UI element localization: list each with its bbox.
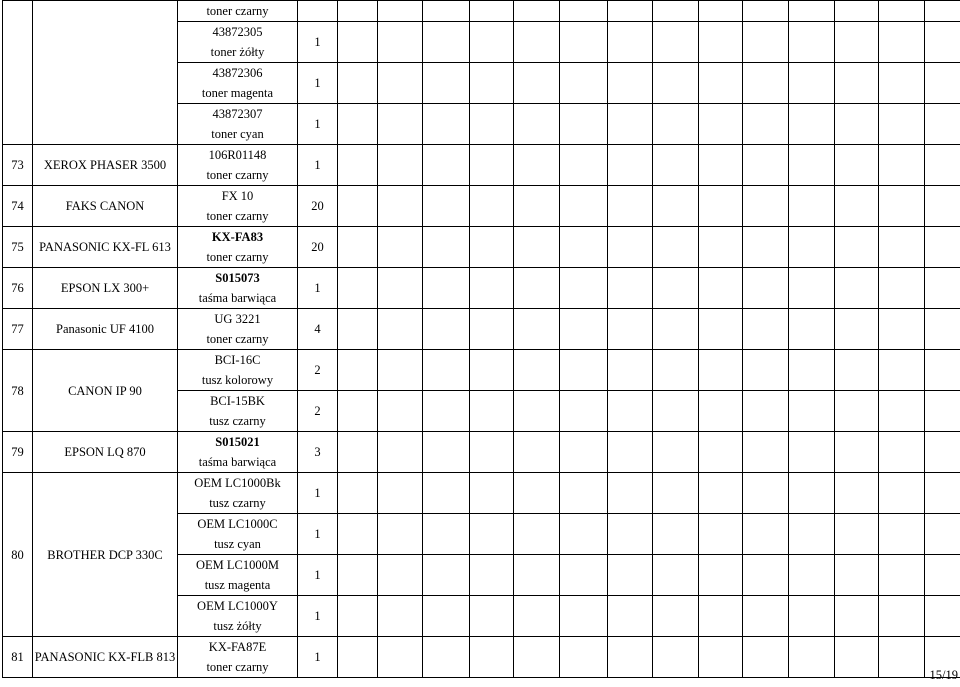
device-name: FAKS CANON (33, 186, 178, 227)
product-code: BCI-16C (214, 353, 261, 367)
device-name: EPSON LQ 870 (33, 432, 178, 473)
product-cell (178, 227, 298, 268)
quantity: 3 (298, 432, 338, 473)
table-row (3, 1, 960, 22)
row-number: 76 (3, 268, 33, 309)
table-row (3, 432, 960, 473)
row-number: 79 (3, 432, 33, 473)
quantity: 1 (298, 514, 338, 555)
table-row (3, 227, 960, 268)
table-row (3, 186, 960, 227)
product-cell (178, 145, 298, 186)
page-number: 15/19 (929, 668, 958, 682)
product-type: toner czarny (206, 209, 269, 223)
device-name (33, 1, 178, 145)
product-type: toner czarny (206, 4, 269, 18)
device-name: EPSON LX 300+ (33, 268, 178, 309)
table-row (3, 309, 960, 350)
row-number: 77 (3, 309, 33, 350)
row-number: 75 (3, 227, 33, 268)
product-type: tusz czarny (209, 496, 266, 510)
table-row (3, 350, 960, 391)
device-name: CANON IP 90 (33, 350, 178, 432)
product-type: tusz czarny (209, 414, 266, 428)
supplies-table (2, 0, 960, 678)
product-type: toner czarny (206, 168, 269, 182)
product-code: OEM LC1000M (196, 558, 279, 572)
row-number: 78 (3, 350, 33, 432)
product-cell (178, 473, 298, 514)
product-cell (178, 104, 298, 145)
quantity: 1 (298, 637, 338, 678)
quantity: 1 (298, 104, 338, 145)
quantity: 20 (298, 227, 338, 268)
quantity: 1 (298, 268, 338, 309)
product-code: 106R01148 (208, 148, 267, 162)
product-type: toner magenta (201, 86, 274, 100)
product-type: toner czarny (206, 250, 269, 264)
quantity: 1 (298, 63, 338, 104)
product-cell (178, 596, 298, 637)
table-row (3, 268, 960, 309)
product-cell (178, 1, 298, 22)
device-name: PANASONIC KX-FLB 813 (33, 637, 178, 678)
product-code: KX-FA83 (211, 230, 264, 244)
product-code: S015073 (215, 271, 260, 285)
quantity: 4 (298, 309, 338, 350)
product-code: OEM LC1000C (197, 517, 278, 531)
product-cell (178, 555, 298, 596)
product-cell (178, 268, 298, 309)
product-cell (178, 432, 298, 473)
product-code: KX-FA87E (208, 640, 267, 654)
quantity (298, 1, 338, 22)
product-code: BCI-15BK (210, 394, 265, 408)
quantity: 1 (298, 555, 338, 596)
product-type: tusz żółty (213, 619, 262, 633)
product-type: toner cyan (211, 127, 264, 141)
product-type: taśma barwiąca (198, 291, 277, 305)
device-name: Panasonic UF 4100 (33, 309, 178, 350)
table-row (3, 473, 960, 514)
row-number: 74 (3, 186, 33, 227)
product-type: tusz magenta (204, 578, 271, 592)
product-code: 43872305 (212, 25, 263, 39)
product-type: toner czarny (206, 332, 269, 346)
device-name: XEROX PHASER 3500 (33, 145, 178, 186)
quantity: 1 (298, 596, 338, 637)
product-type: tusz cyan (214, 537, 261, 551)
product-code: OEM LC1000Bk (194, 476, 281, 490)
row-number: 80 (3, 473, 33, 637)
table-row (3, 145, 960, 186)
table-row (3, 637, 960, 678)
product-code: FX 10 (221, 189, 254, 203)
device-name: PANASONIC KX-FL 613 (33, 227, 178, 268)
product-cell (178, 186, 298, 227)
product-type: toner żółty (210, 45, 265, 59)
product-cell (178, 514, 298, 555)
product-cell (178, 63, 298, 104)
row-number: 73 (3, 145, 33, 186)
quantity: 2 (298, 350, 338, 391)
product-cell (178, 350, 298, 391)
product-code: OEM LC1000Y (197, 599, 278, 613)
product-cell (178, 391, 298, 432)
product-code: 43872306 (212, 66, 263, 80)
product-type: taśma barwiąca (198, 455, 277, 469)
product-cell (178, 22, 298, 63)
product-type: toner czarny (206, 660, 269, 674)
product-cell (178, 637, 298, 678)
device-name: BROTHER DCP 330C (33, 473, 178, 637)
product-code: UG 3221 (214, 312, 261, 326)
product-code: S015021 (215, 435, 260, 449)
product-type: tusz kolorowy (201, 373, 274, 387)
quantity: 2 (298, 391, 338, 432)
row-number (3, 1, 33, 145)
quantity: 1 (298, 22, 338, 63)
quantity: 20 (298, 186, 338, 227)
quantity: 1 (298, 473, 338, 514)
row-number: 81 (3, 637, 33, 678)
product-cell (178, 309, 298, 350)
quantity: 1 (298, 145, 338, 186)
product-code: 43872307 (212, 107, 263, 121)
